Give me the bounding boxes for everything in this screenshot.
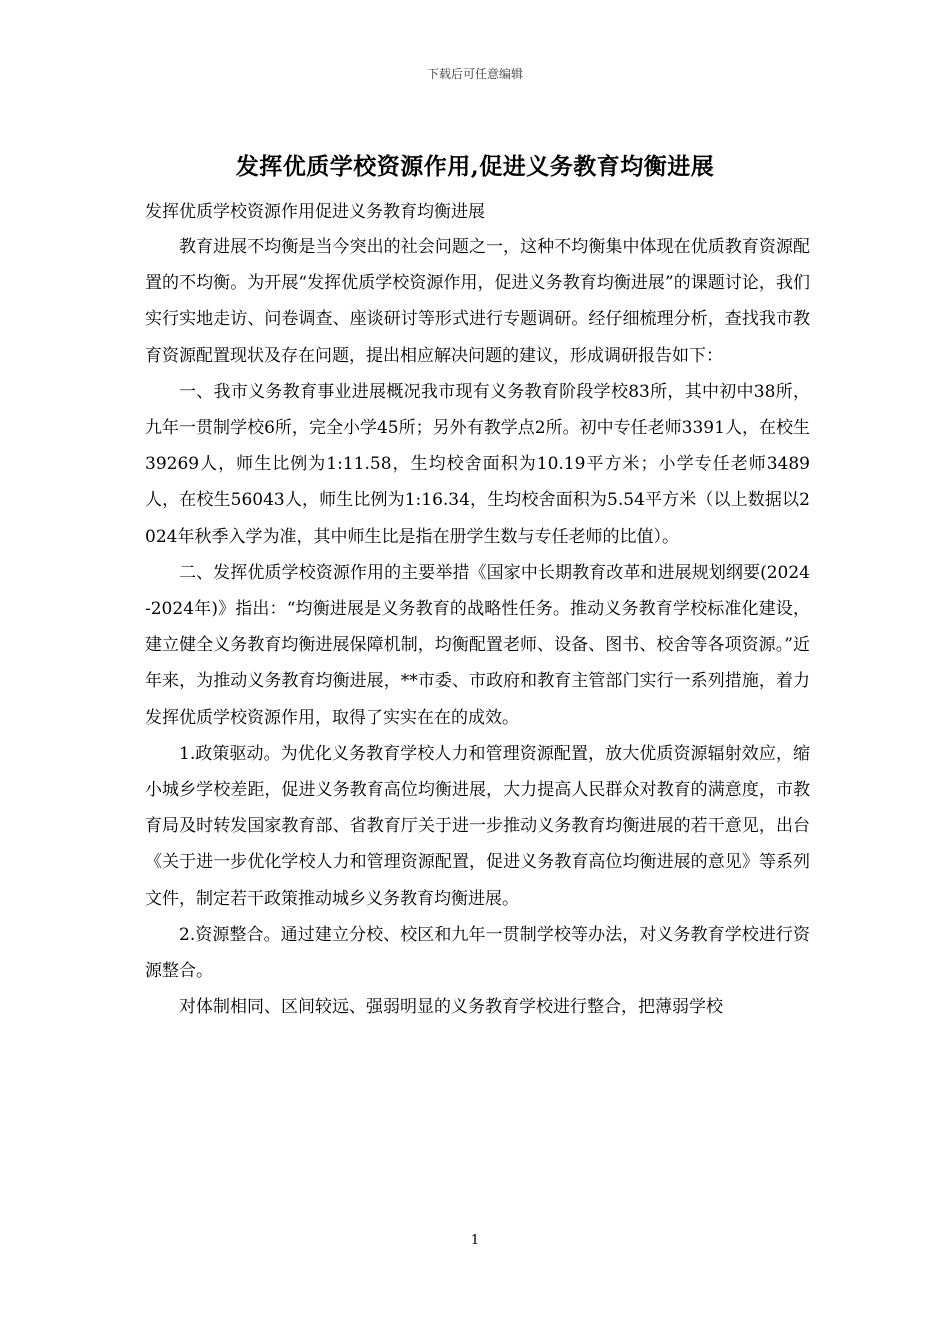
paragraph-resources: 2.资源整合。通过建立分校、校区和九年一贯制学校等办法，对义务教育学校进行资源整合。 bbox=[145, 924, 810, 982]
document-body bbox=[145, 195, 810, 1025]
paragraph-section-1: 一、我市义务教育事业进展概况我市现有义务教育阶段学校83所，其中初中38所，九年一贯制学校6所，完全小学45所；另外有教学点2所。初中专任老师3391人，在校生39269人，师生比例为1:11.58，生均校舍面积为10.19平方米；小学专任老师3489人，在校生56043人，师生比例为1:16.34，生均校舍面积为5.54平方米（以上数据以2024年秋季入学为准，其中师生比是指在册学生数与专任老师的比值）。 bbox=[145, 381, 810, 547]
document-title: 发挥优质学校资源作用,促进义务教育均衡进展 bbox=[235, 153, 715, 180]
paragraph-section-2: 二、发挥优质学校资源作用的主要举措《国家中长期教育改革和进展规划纲要(2024-2024年)》指出：“均衡进展是义务教育的战略性任务。推动义务教育学校标准化建设，建立健全义务教育均衡进展保障机制，均衡配置老师、设备、图书、校舍等各项资源。”近年来，为推动义务教育均衡进展，**市委、市政府和教育主管部门实行一系列措施，着力发挥优质学校资源作用，取得了实实在在的成效。 bbox=[145, 562, 810, 728]
document-subtitle: 发挥优质学校资源作用促进义务教育均衡进展 bbox=[145, 202, 485, 222]
paragraph-integration: 对体制相同、区间较远、强弱明显的义务教育学校进行整合，把薄弱学校 bbox=[179, 997, 723, 1018]
page-header-note: 下载后可任意编辑 bbox=[426, 67, 523, 81]
paragraph-intro: 教育进展不均衡是当今突出的社会问题之一，这种不均衡集中体现在优质教育资源配置的不均衡。为开展“发挥优质学校资源作用，促进义务教育均衡进展”的课题讨论，我们实行实地走访、问卷调查、座谈研讨等形式进行专题调研。经仔细梳理分析，查找我市教育资源配置现状及存在问题，提出相应解决问题的建议，形成调研报告如下： bbox=[145, 237, 810, 366]
page-number: 1 bbox=[470, 1233, 480, 1248]
paragraph-policy: 1.政策驱动。为优化义务教育学校人力和管理资源配置，放大优质资源辐射效应，缩小城乡学校差距，促进义务教育高位均衡进展，大力提高人民群众对教育的满意度，市教育局及时转发国家教育部、省教育厅关于进一步推动义务教育均衡进展的若干意见，出台《关于进一步优化学校人力和管理资源配置，促进义务教育高位均衡进展的意见》等系列文件，制定若干政策推动城乡义务教育均衡进展。 bbox=[145, 743, 810, 909]
